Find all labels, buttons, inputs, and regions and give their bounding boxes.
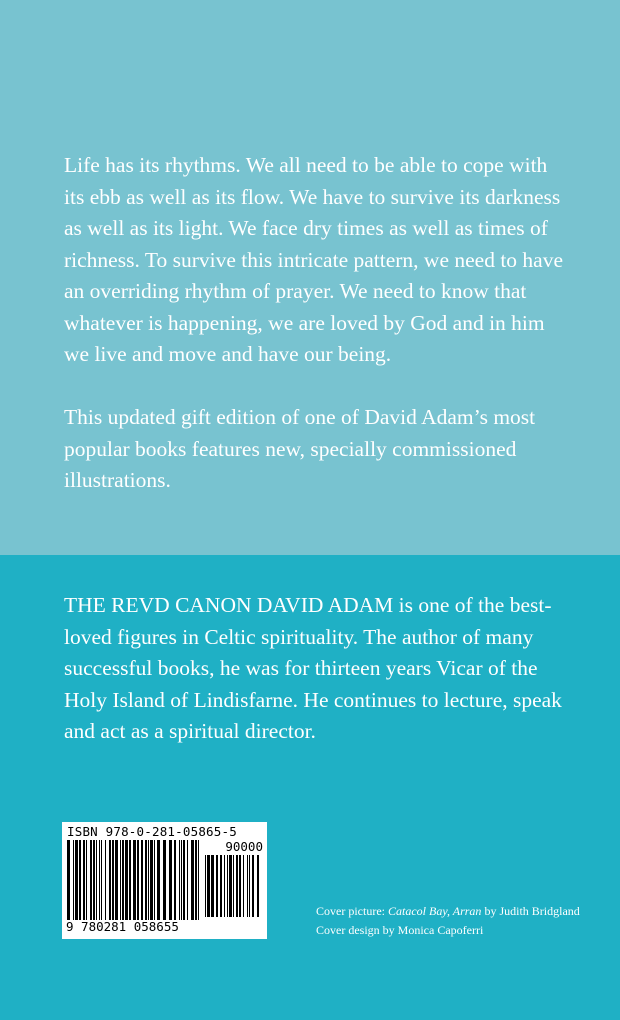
barcode-bar [90,840,92,920]
author-bio [64,590,569,748]
barcode-bar [154,840,155,920]
barcode-bar [148,840,149,920]
barcode-bar [99,840,100,920]
barcode-bar [75,840,78,920]
barcode-bar [93,840,95,920]
blurb-paragraph-2: This updated gift edition of one of David Adam’s most popular books features new, specially commissioned illustrations. [64,405,536,492]
barcode-bar [67,840,70,920]
barcode-bar [211,855,214,917]
barcode-bar [205,855,206,917]
barcode-bar [122,840,124,920]
barcode-bar [220,855,222,917]
cover-credits [316,902,580,940]
cover-design-credit: Cover design by Monica Capoferri [316,923,484,937]
author-bio-text: is one of the best-loved figures in Celtic spirituality. The author of many successful books, he was for thirteen years Vicar of the Holy Island of Lindisfarne. He continues to lecture, speak and act as a spiritual director. [64,593,562,743]
barcode-bar [179,840,180,920]
barcode-digits: 9 780281 058655 [66,919,179,934]
barcode-bar [141,840,143,920]
addon-barcode-bars [205,855,261,917]
barcode-bar [157,840,160,920]
barcode-bar [249,855,250,917]
barcode-bar [79,840,81,920]
barcode-bar [145,840,147,920]
author-name: THE REVD CANON DAVID ADAM [64,593,394,617]
barcode-bar [105,840,106,920]
barcode-bar [233,855,234,917]
barcode-bar [191,840,194,920]
barcode-bar [227,855,228,917]
cover-picture-title: Catacol Bay, Arran [387,904,482,918]
cover-picture-credit: Cover picture: Catacol Bay, Arran by Judith Bridgland [316,904,580,918]
barcode-bar [252,855,254,917]
barcode-bar [133,840,136,920]
isbn-barcode [62,822,267,939]
barcode-bar [115,840,118,920]
barcode-bar [216,855,218,917]
barcode-bar [183,840,185,920]
barcode-bar [150,840,153,920]
barcode-bar [86,840,87,920]
barcode-bar [96,840,97,920]
barcode-bar [229,855,232,917]
barcode-bar [187,840,188,920]
barcode-bar [195,840,197,920]
barcode-bar [129,840,131,920]
barcode-bar [137,840,139,920]
barcode-bar [125,840,128,920]
barcode-bar [224,855,225,917]
blurb-paragraph-1: Life has its rhythms. We all need to be able to cope with its ebb as well as its flow. We have to survive its darkness as well as its light. We face dry times as well as times of richness. To survive this intricate pattern, we need to have an overriding rhythm of prayer. We need to know that whatever is happening, we are loved by God and in him we live and move and have our being. [64,153,564,366]
barcode-bar [169,840,172,920]
barcode-bar [239,855,241,917]
barcode-bar [163,840,166,920]
barcode-bar [174,840,176,920]
barcode-bar [247,855,248,917]
barcode-bar [101,840,102,920]
barcode-bars [67,840,201,920]
barcode-bar [112,840,114,920]
barcode-bar [120,840,121,920]
barcode-bar [198,840,199,920]
barcode-bar [83,840,85,920]
barcode-addon-code: 90000 [225,839,263,854]
isbn-label: ISBN 978-0-281-05865-5 [67,824,237,839]
barcode-bar [73,840,74,920]
barcode-bar [236,855,238,917]
barcode-bar [181,840,182,920]
barcode-bar [257,855,259,917]
barcode-bar [243,855,244,917]
barcode-bar [109,840,111,920]
barcode-bar [207,855,210,917]
